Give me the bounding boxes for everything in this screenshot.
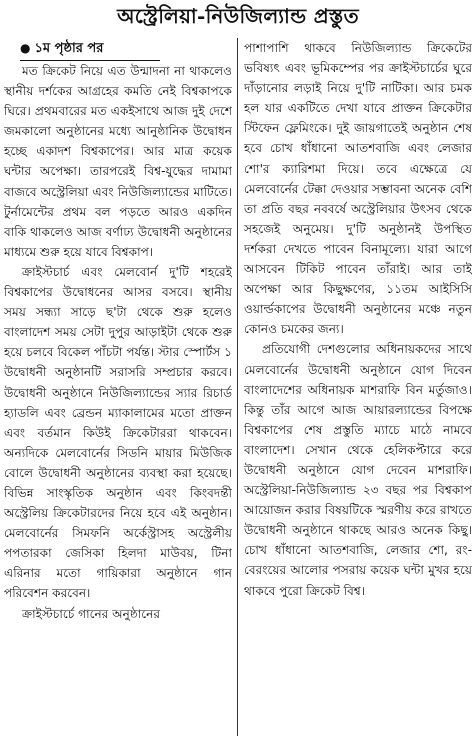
column-divider <box>237 38 238 736</box>
article-paragraph: প্রতিযোগী দেশগুলোর অধিনায়কদের সাথে মেলবোর্নের উদ্বোধনী অনুষ্ঠানে যোগ দিবেন বাংলাদেশের অধিনায়ক মাশরাফি বিন মর্তুজাও। কিন্তু তাঁর আগে আজ আয়ারল্যান্ডের বিপক্ষে বিশ্বকাপের শেষ প্রস্তুতি ম্যাচে মাঠে নামবে বাংলাদেশ। সেখান থেকে হেলিকপ্টারে করে উদ্বোধনী অনুষ্ঠানে যোগ দেবেন মাশরাফি। অস্ট্রেলিয়া-নিউজিল্যান্ড ২৩ বছর পর বিশ্বকাপ আয়োজন করার বিষয়টিকে স্মরণীয় করে রাখতে উদ্বোধনী অনুষ্ঠানে থাকছে আরও অনেক কিছু। চোখ ধাঁধানো আতশবাজি, লেজার শো, রং-বেরংয়ের আলোর পসরায় কয়েক ঘন্টা মুখর হয়ে থাকবে পুরো ক্রিকেট বিশ্ব। <box>244 342 472 598</box>
left-column <box>4 38 232 736</box>
filled-circle-bullet-icon: ● <box>20 41 31 55</box>
article-paragraph: ক্রাইস্টচার্চে গানের অনুষ্ঠানের <box>22 606 160 621</box>
article-paragraph: মত ক্রিকেট নিয়ে এত উন্মাদনা না থাকলেও স্থানীয় দর্শকের আগ্রহের কমতি নেই বিশ্বকাপকে ঘিরে। প্রথমবারের মত একইসাথে আজ দুই দেশে জমকালো অনুষ্ঠানের মধ্যে আনুষ্ঠানিক উদ্বোধন হচ্ছে একাদশ বিশ্বকাপের। আর মাত্র কয়েক ঘন্টার অপেক্ষা। তারপরেই বিশ্ব-যুদ্ধের দামামা বাজবে অস্ট্রেলিয়া এবং নিউজিল্যান্ডের মাটিতে। টুর্নামেন্টের প্রথম বল পড়তে আরও একদিন বাকি থাকলেও আজ বর্ণাঢ্য উদ্বোধনী অনুষ্ঠানের মাধ্যমে শুরু হয়ে যাবে বিশ্বকাপ। <box>4 64 232 259</box>
article-paragraph: ক্রাইস্টচার্চ এবং মেলবোর্ন দু'টি শহরেই বিশ্বকাপের উদ্বোধনের আসর বসবে। স্থানীয় সময় সন্ধ্যা সাড়ে ছ'টা থেকে শুরু হলেও বাংলাদেশ সময় সেটা দুপুর আড়াইটা থেকে শুরু হয়ে চলবে বিকেল পাঁচটা পর্যন্ত। স্টার স্পোর্টস ১ উদ্বোধনী অনুষ্ঠানটি সরাসরি সম্প্রচার করবে। উদ্বোধনী অনুষ্ঠানে নিউজিল্যান্ডের স্যার রিচার্ড হ্যাডলি এবং ব্রেন্ডন ম্যাকালামের মতো প্রাক্তন এবং বর্তমান কিউই ক্রিকেটাররা থাকবেন। অন্যদিকে মেলবোর্নের সিডনি মায়ার মিউজিক বোলে উদ্বোধনী অনুষ্ঠানের ব্যবস্থা করা হয়েছে। বিভিন্ন সাংস্কৃতিক অনুষ্ঠান এবং কিংবদন্তী অস্ট্রেলিয় ক্রিকেটারদের নিয়ে হবে এই অনুষ্ঠান। মেলবোর্নের সিমফনি অর্কেস্ট্রাসহ অস্ট্রেলীয় পপতারকা জেসিকা হিলদা মাউবয়, টিনা এরিনার মতো গায়িকারা অনুষ্ঠানে গান পরিবেশন করবেন। <box>4 264 232 601</box>
article-headline: অস্ট্রেলিয়া-নিউজিল্যান্ড প্রস্তুত <box>117 4 359 28</box>
article-paragraph: পাশাপাশি থাকবে নিউজিল্যান্ড ক্রিকেটের ভবিষ্যৎ এবং ভূমিকম্পের পর ক্রাইস্টচার্চের ঘুরে দাঁড়ানোর লড়াই নিয়ে দু'টি নাটিকা। আর চমক হল যার একটিতে দেখা যাবে প্রাক্তন ক্রিকেটার স্টিফেন ফ্লেমিংকে। দুই জায়গাতেই অনুষ্ঠান শেষ হবে চোখ ধাঁধানো আতশবাজি এবং লেজার শো'র ক্যারিশমা দিয়ে। তবে এক্ষেত্রে যে মেলবোর্নের টেক্কা দেওয়ার সম্ভাবনা অনেক বেশি তা প্রতি বছর নববর্ষে অস্ট্রেলিয়ার উৎসব থেকে সহজেই অনুমেয়। দু'টি অনুষ্ঠানই উপস্থিত দর্শকরা দেখতে পাবেন বিনামূল্যে। যারা আগে আসবেন টিকিট পাবেন তাঁরাই। আর তাই অপেক্ষা আর কিছুক্ষণের, ১১তম আইসিসি ওয়ার্ল্ডকাপের উদ্বোধনী অনুষ্ঠানের মঞ্চে নতুন কোনও চমকের জন্য। <box>244 41 472 337</box>
right-column <box>244 38 472 736</box>
continued-from-page-label <box>20 38 232 61</box>
jump-label-text: ১ম পৃষ্ঠার পর <box>34 41 104 56</box>
